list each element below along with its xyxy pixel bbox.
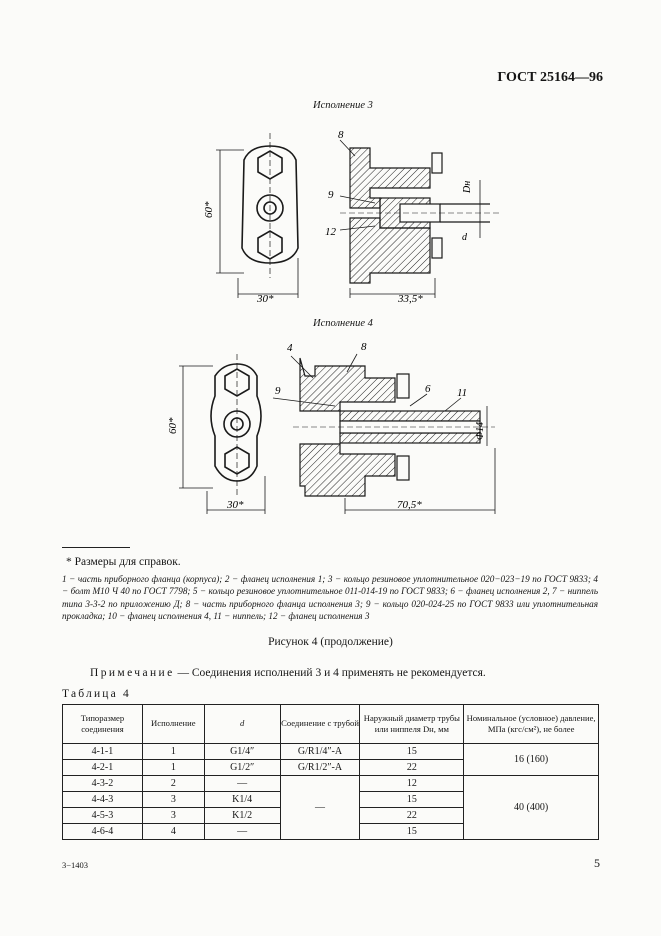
cell-variant: 3 [142,792,204,808]
cell-d: — [204,824,280,840]
cell-diameter: 15 [360,744,464,760]
standard-header: ГОСТ 25164—96 [497,70,603,85]
page-number: 5 [594,856,600,870]
cell-diameter: 22 [360,760,464,776]
footnote-rule [62,547,130,548]
v4-callout-4: 4 [287,342,293,354]
col-header-connection: Соединение с трубой [280,705,360,744]
table-title: Таблица 4 [62,688,131,700]
cell-diameter: 15 [360,824,464,840]
cell-connection: G/R1/4″-A [280,744,360,760]
cell-type: 4-4-3 [63,792,143,808]
v4-flange-front-view [211,354,261,496]
v3-callout-8: 8 [338,129,344,141]
table-row [63,744,599,760]
v4-dim-width: 30* [227,499,244,511]
cell-pressure: 40 (400) [464,776,599,840]
v3-callout-9: 9 [328,189,334,201]
footer-code: 3−1403 [62,860,89,870]
v3-section-view [340,148,500,283]
variant-3-drawing [200,118,520,308]
v4-callout-9: 9 [275,385,281,397]
col-header-pressure: Номинальное (условное) давление, МПа (кгс/см²), не более [464,705,599,744]
v4-section-view [293,358,495,496]
note-text: — Соединения исполнений 3 и 4 применять не рекомендуется. [174,667,486,679]
v4-dim-phi: Ф14 [475,421,486,440]
cell-d: G1/4″ [204,744,280,760]
v3-dim-length: 33,5* [398,293,423,305]
spec-table [62,704,599,840]
cell-type: 4-2-1 [63,760,143,776]
v4-callout-11: 11 [457,387,468,399]
v4-dim-height: 60* [167,417,179,434]
cell-d: K1/4 [204,792,280,808]
cell-variant: 3 [142,808,204,824]
cell-diameter: 22 [360,808,464,824]
cell-type: 4-5-3 [63,808,143,824]
col-header-type: Типоразмер соединения [63,705,143,744]
v3-dim-width: 30* [257,293,274,305]
cell-type: 4-6-4 [63,824,143,840]
v4-callout-8: 8 [361,341,367,353]
note [90,667,486,679]
v3-callout-12: 12 [325,226,336,238]
cell-diameter: 12 [360,776,464,792]
figure-caption: Рисунок 4 (продолжение) [268,636,393,648]
cell-variant: 2 [142,776,204,792]
v3-dim-dn: Dн [462,180,473,193]
figure-legend: 1 − часть приборного фланца (корпуса); 2 − фланец исполнения 1; 3 − кольцо резиновое уплотнительное 020−023−19 по ГОСТ 9833; 4 − болт М10 Ч 40 по ГОСТ 7798; 5 − кольцо резиновое уплотнительное 011-014-19 по ГОСТ 9833; 6 − фланец исполнения 2, 7 − ниппель типа 3-3-2 по приложению Д; 8 − часть приборного фланца исполнения 3; 9 − кольцо 020-024-25 по ГОСТ 9833 или уплотнительная прокладка; 10 − фланец исполнения 4, 11 − ниппель; 12 − фланец исполнения 3 [62,574,598,622]
v3-flange-front-view [242,133,298,278]
table-header-row [63,705,599,744]
cell-variant: 1 [142,760,204,776]
table-row [63,776,599,792]
cell-connection: G/R1/2″-A [280,760,360,776]
cell-type: 4-3-2 [63,776,143,792]
v4-callout-6: 6 [425,383,431,395]
col-header-diameter: Наружный диаметр трубы или ниппеля Dн, мм [360,705,464,744]
variant-3-title: Исполнение 3 [313,100,373,111]
variant-4-drawing [165,336,510,516]
cell-d: — [204,776,280,792]
cell-variant: 4 [142,824,204,840]
cell-variant: 1 [142,744,204,760]
col-header-variant: Исполнение [142,705,204,744]
v4-dim-length: 70,5* [397,499,422,511]
cell-connection-merged: — [280,776,360,840]
v3-dim-height: 60* [203,201,215,218]
note-label: Примечание [90,667,175,679]
cell-d: K1/2 [204,808,280,824]
footnote-star: * Размеры для справок. [66,556,181,568]
cell-diameter: 15 [360,792,464,808]
cell-pressure: 16 (160) [464,744,599,776]
v3-dim-d: d [462,232,467,243]
col-header-d: d [204,705,280,744]
variant-4-title: Исполнение 4 [313,318,373,329]
cell-d: G1/2″ [204,760,280,776]
cell-type: 4-1-1 [63,744,143,760]
